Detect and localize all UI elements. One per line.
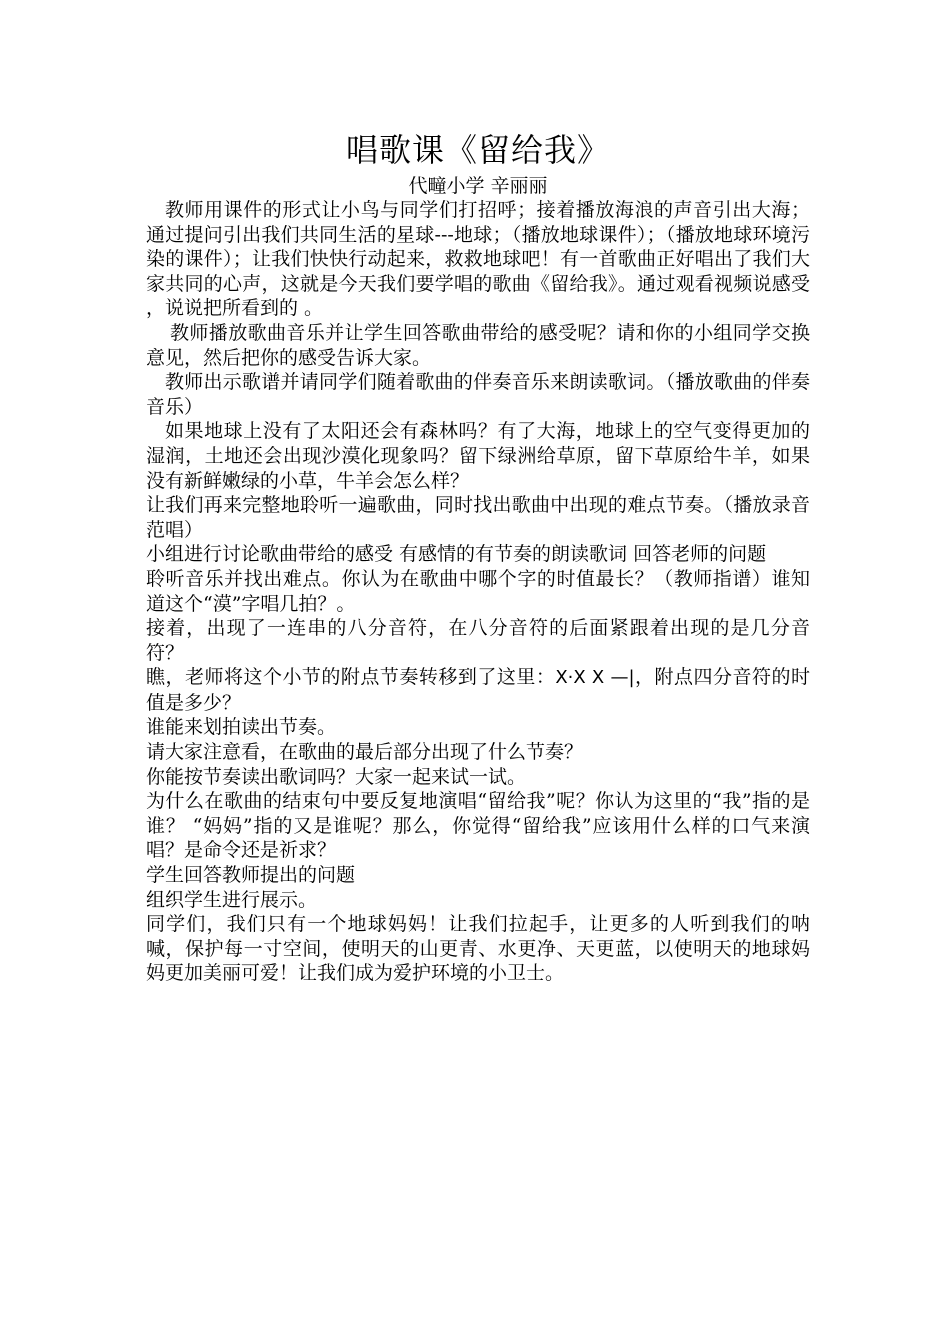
paragraph: 如果地球上没有了太阳还会有森林吗？有了大海，地球上的空气变得更加的湿润，土地还会出现沙漠化现象吗？留下绿洲给草原，留下草原给牛羊，如果没有新鲜嫩绿的小草，牛羊会怎么样？ bbox=[146, 420, 810, 492]
paragraph: 小组进行讨论歌曲带给的感受 有感情的有节奏的朗读歌词 回答老师的问题 bbox=[146, 543, 767, 566]
paragraph: 请大家注意看，在歌曲的最后部分出现了什么节奏？ bbox=[146, 741, 584, 764]
paragraph: 组织学生进行展示。 bbox=[146, 888, 318, 911]
paragraph: 你能按节奏读出歌词吗？大家一起来试一试。 bbox=[146, 765, 527, 788]
paragraph: 同学们，我们只有一个地球妈妈！让我们拉起手，让更多的人听到我们的呐喊，保护每一寸空间，使明天的山更青、水更净、天更蓝，以使明天的地球妈妈更加美丽可爱！让我们成为爱护环境的小卫士。 bbox=[146, 913, 810, 985]
paragraph: 为什么在歌曲的结束句中要反复地演唱“留给我”呢？你认为这里的“我”指的是谁？ “妈妈”指的又是谁呢？那么，你觉得“留给我”应该用什么样的口气来演唱？是命令还是祈求？ bbox=[146, 790, 810, 862]
paragraph: 学生回答教师提出的问题 bbox=[146, 864, 356, 887]
rhythm-notation: X·X X —| bbox=[555, 667, 635, 689]
paragraph: 谁能来划拍读出节奏。 bbox=[146, 716, 337, 739]
rhythm-paragraph bbox=[146, 665, 810, 715]
paragraph: 教师用课件的形式让小鸟与同学们打招呼；接着播放海浪的声音引出大海；通过提问引出我们共同生活的星球---地球；（播放地球课件）；（播放地球环境污染的课件）；让我们快快行动起来，救救地球吧！有一首歌曲正好唱出了我们大家共同的心声，这就是今天我们要学唱的歌曲《留给我》。通过观看视频说感受 ，说说把所看到的 。 bbox=[146, 199, 810, 320]
paragraph: 教师播放歌曲音乐并让学生回答歌曲带给的感受呢？请和你的小组同学交换意见，然后把你的感受告诉大家。 bbox=[146, 321, 810, 369]
paragraph: 教师出示歌谱并请同学们随着歌曲的伴奏音乐来朗读歌词。（播放歌曲的伴奏音乐） bbox=[146, 371, 810, 418]
paragraph: 接着，出现了一连串的八分音符，在八分音符的后面紧跟着出现的是几分音符？ bbox=[146, 617, 810, 664]
rhythm-text-before: 瞧，老师将这个小节的附点节奏转移到了这里： bbox=[146, 666, 556, 689]
paragraph: 聆听音乐并找出难点。你认为在歌曲中哪个字的时值最长？（教师指谱）谁知道这个“漠”字唱几拍？。 bbox=[146, 567, 810, 615]
document-title: 唱歌课《留给我》 bbox=[345, 131, 610, 169]
rhythm-text-after: ，附点四分音符的时值是多少？ bbox=[146, 666, 810, 714]
paragraph: 让我们再来完整地聆听一遍歌曲，同时找出歌曲中出现的难点节奏。（播放录音范唱） bbox=[146, 494, 810, 541]
document-page bbox=[146, 128, 810, 986]
document-author: 代疃小学 辛丽丽 bbox=[408, 175, 548, 197]
